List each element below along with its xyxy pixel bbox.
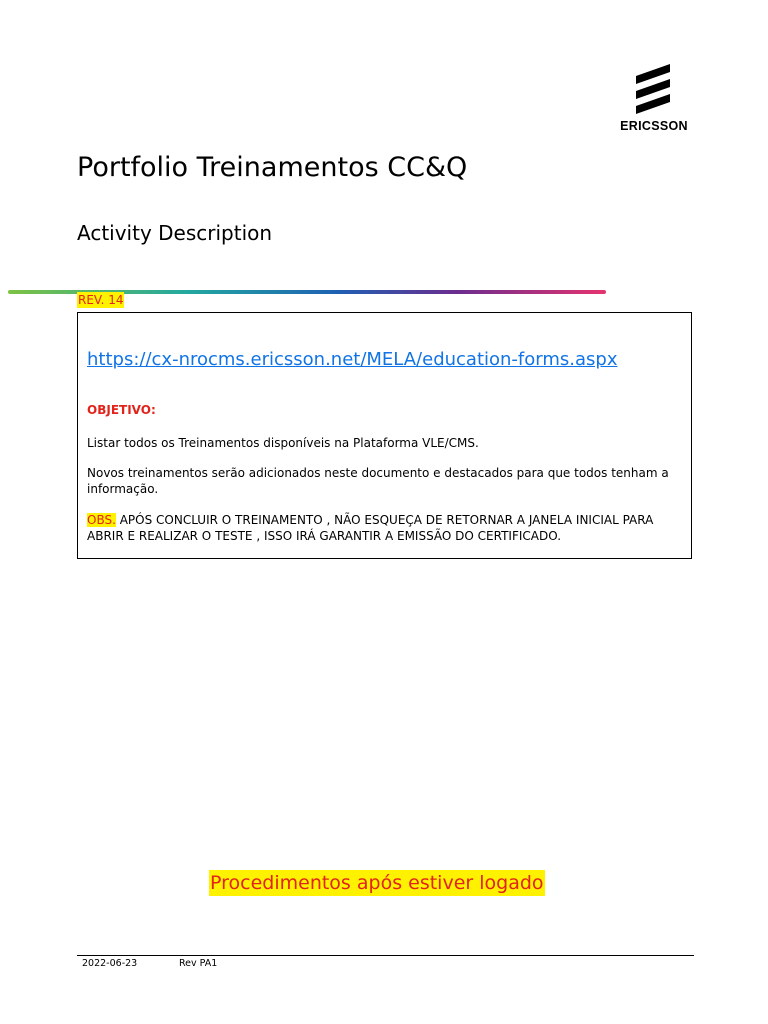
new-trainings-paragraph: Novos treinamentos serão adicionados neste documento e destacados para que todos tenham a informação. xyxy=(87,466,669,496)
footer-date: 2022-06-23 xyxy=(82,958,138,969)
obs-text: APÓS CONCLUIR O TREINAMENTO , NÃO ESQUEÇA DE RETORNAR A JANELA INICIAL PARA ABRIR E REALIZAR O TESTE , ISSO IRÁ GARANTIR A EMISSÃO DO CERTIFICADO. xyxy=(87,513,654,543)
ericsson-logo-icon xyxy=(636,64,672,114)
ericsson-logo xyxy=(612,64,696,136)
document-title: Portfolio Treinamentos CC&Q xyxy=(77,152,468,183)
footer-divider xyxy=(77,955,694,956)
revision-badge: REV. 14 xyxy=(78,293,124,307)
objective-label: OBJETIVO: xyxy=(87,403,156,417)
logo-wordmark: ERICSSON xyxy=(620,119,688,133)
footer-revision: Rev PA1 xyxy=(179,958,218,969)
obs-paragraph xyxy=(87,512,683,544)
education-forms-link[interactable]: https://cx-nrocms.ericsson.net/MELA/education-forms.aspx xyxy=(87,349,618,370)
document-subtitle: Activity Description xyxy=(77,221,273,245)
obs-label: OBS. xyxy=(87,513,116,527)
info-box xyxy=(77,312,692,559)
objective-paragraph: Listar todos os Treinamentos disponíveis na Plataforma VLE/CMS. xyxy=(87,436,479,450)
procedures-heading: Procedimentos após estiver logado xyxy=(210,872,544,894)
